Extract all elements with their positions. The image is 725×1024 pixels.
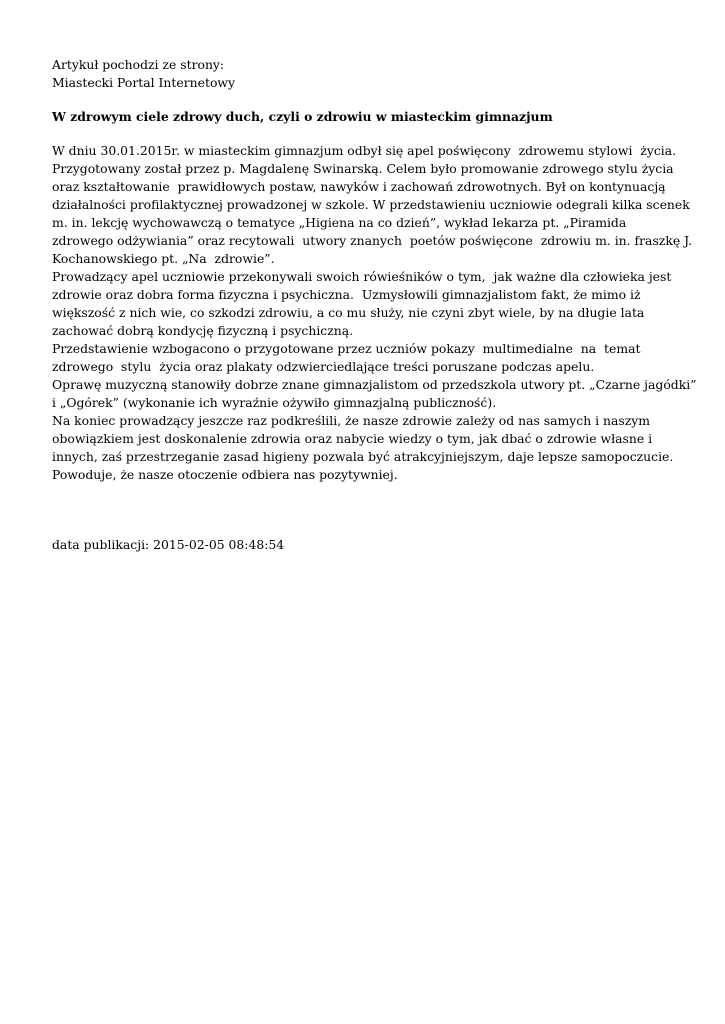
article-line: W dniu 30.01.2015r. w miasteckim gimnazjum odbył się apel poświęcony zdrowemu stylowi życia. bbox=[52, 143, 677, 158]
article-line: Powoduje, że nasze otoczenie odbiera nas pozytywniej. bbox=[52, 467, 398, 482]
article-body bbox=[52, 142, 697, 484]
article-line: Na koniec prowadzący jeszcze raz podkreślili, że nasze zdrowie zależy od nas samych i naszym bbox=[52, 413, 651, 428]
article-title: W zdrowym ciele zdrowy duch, czyli o zdrowiu w miasteckim gimnazjum bbox=[52, 109, 553, 124]
article-line: zdrowie oraz dobra forma fizyczna i psychiczna. Uzmysłowili gimnazjalistom fakt, że mimo iż bbox=[52, 287, 641, 302]
article-line: Oprawę muzyczną stanowiły dobrze znane gimnazjalistom od przedszkola utwory pt. „Czarne jagódki” bbox=[52, 377, 697, 392]
article-line: i „Ogórek” (wykonanie ich wyraźnie ożywiło gimnazjalną publiczność). bbox=[52, 395, 497, 410]
article-line: zdrowego odżywiania” oraz recytowali utwory znanych poetów poświęcone zdrowiu m. in. fraszkę J. bbox=[52, 233, 693, 248]
article-line: zachować dobrą kondycję fizyczną i psychiczną. bbox=[52, 323, 354, 338]
source-label: Artykuł pochodzi ze strony: bbox=[52, 57, 225, 72]
article-line: m. in. lekcję wychowawczą o tematyce „Higiena na co dzień”, wykład lekarza pt. „Piramida bbox=[52, 215, 627, 230]
publication-date: data publikacji: 2015-02-05 08:48:54 bbox=[52, 537, 285, 552]
article-line: innych, zaś przestrzeganie zasad higieny pozwala być atrakcyjniejszym, daje lepsze samopoczucie. bbox=[52, 449, 674, 464]
document-page bbox=[52, 56, 697, 554]
article-line: Kochanowskiego pt. „Na zdrowie”. bbox=[52, 251, 275, 266]
article-line: większość z nich wie, co szkodzi zdrowiu, a co mu służy, nie czyni zbyt wiele, by na długie lata bbox=[52, 305, 645, 320]
article-line: działalności profilaktycznej prowadzonej w szkole. W przedstawieniu uczniowie odegrali kilka scenek bbox=[52, 197, 690, 212]
article-line: zdrowego stylu życia oraz plakaty odzwierciedlające treści poruszane podczas apelu. bbox=[52, 359, 595, 374]
source-site-name: Miastecki Portal Internetowy bbox=[52, 75, 236, 90]
article-line: obowiązkiem jest doskonalenie zdrowia oraz nabycie wiedzy o tym, jak dbać o zdrowie własne i bbox=[52, 431, 653, 446]
article-line: Przygotowany został przez p. Magdalenę Swinarską. Celem było promowanie zdrowego stylu życia bbox=[52, 161, 674, 176]
article-line: Prowadzący apel uczniowie przekonywali swoich rówieśników o tym, jak ważne dla człowieka jest bbox=[52, 269, 672, 284]
article-line: Przedstawienie wzbogacono o przygotowane przez uczniów pokazy multimedialne na temat bbox=[52, 341, 641, 356]
article-line: oraz kształtowanie prawidłowych postaw, nawyków i zachowań zdrowotnych. Był on kontynuacją bbox=[52, 179, 666, 194]
